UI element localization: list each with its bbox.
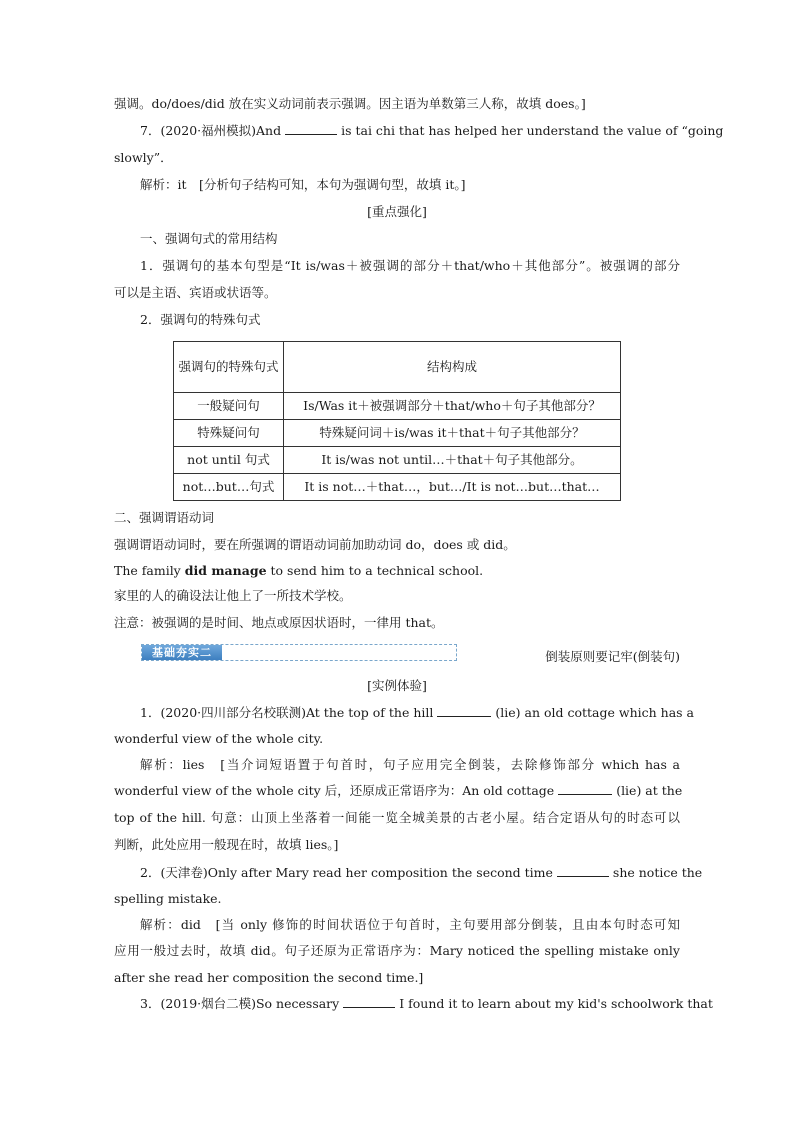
question-text: (lie) an old cottage which has a bbox=[495, 705, 694, 720]
paragraph: 可以是主语、宾语或状语等。 bbox=[114, 285, 277, 300]
section-heading: [重点强化] bbox=[367, 204, 427, 219]
banner-title: 倒装原则要记牢(倒装句) bbox=[545, 649, 680, 664]
example-text: to send him to a technical school. bbox=[270, 563, 484, 578]
section-heading: [实例体验] bbox=[367, 678, 427, 693]
question-text: 7．(2020·福州模拟)And bbox=[140, 123, 282, 138]
answer-line: top of the hill. 句意：山顶上坐落着一间能一览全城美景的古老小屋。结合定语从句的时态可以 bbox=[114, 810, 680, 825]
question-2-cont: spelling mistake. bbox=[114, 891, 222, 906]
paragraph: 1．强调句的基本句型是“It is/was＋被强调的部分＋that/who＋其他部分”。被强调的部分 bbox=[140, 258, 680, 273]
question-text: 3．(2019·烟台二模)So necessary bbox=[140, 996, 340, 1011]
table-cell: not…but…句式 bbox=[174, 474, 284, 501]
question-text: 1．(2020·四川部分名校联测)At the top of the hill bbox=[140, 705, 434, 720]
table-cell: not until 句式 bbox=[174, 447, 284, 474]
answer-line: 应用一般过去时，故填 did。句子还原为正常语序为：Mary noticed the spelling mistake only bbox=[114, 943, 680, 958]
section-banner bbox=[141, 644, 457, 661]
answer-blank bbox=[285, 122, 337, 135]
emphasis-text: did manage bbox=[184, 563, 267, 578]
table-cell: 特殊疑问词＋is/was it＋that＋句子其他部分？ bbox=[284, 420, 621, 447]
example-sentence bbox=[114, 562, 680, 580]
paragraph: 2．强调句的特殊句式 bbox=[140, 312, 261, 327]
question-text: I found it to learn about my kid's schoolwork that bbox=[399, 996, 713, 1011]
answer-text: wonderful view of the whole city 后，还原成正常语序为：An old cottage bbox=[114, 783, 555, 798]
question-1 bbox=[140, 704, 694, 722]
question-3 bbox=[140, 995, 713, 1013]
question-7 bbox=[140, 122, 724, 140]
answer-blank bbox=[343, 995, 395, 1008]
table-header-row bbox=[174, 342, 621, 393]
answer-blank bbox=[437, 704, 491, 717]
answer-line: after she read her composition the second time.] bbox=[114, 970, 424, 985]
answer-text: (lie) at the bbox=[616, 783, 683, 798]
answer-line: 解析：did [当 only 修饰的时间状语位于句首时，主句要用部分倒装，且由本句时态可知 bbox=[140, 917, 680, 932]
table-cell: 特殊疑问句 bbox=[174, 420, 284, 447]
question-text: is tai chi that has helped her understand the value of “going bbox=[341, 123, 724, 138]
paragraph: 强调谓语动词时，要在所强调的谓语动词前加助动词 do，does 或 did。 bbox=[114, 537, 516, 552]
answer-line: 解析：lies [当介词短语置于句首时，句子应用完全倒装，去除修饰部分 which has a bbox=[140, 757, 680, 772]
subsection-title: 一、强调句式的常用结构 bbox=[140, 231, 278, 246]
table-header-cell: 结构构成 bbox=[284, 342, 621, 393]
answer-blank bbox=[557, 864, 609, 877]
answer-line: 解析：it [分析句子结构可知，本句为强调句型，故填 it。] bbox=[140, 177, 466, 192]
banner-tag: 基础夯实二 bbox=[142, 645, 222, 660]
question-7-cont: slowly”． bbox=[114, 150, 173, 165]
example-translation: 家里的人的确设法让他上了一所技术学校。 bbox=[114, 588, 352, 603]
example-text: The family bbox=[114, 563, 181, 578]
table-cell: It is/was not until…＋that＋句子其他部分。 bbox=[284, 447, 621, 474]
question-1-cont: wonderful view of the whole city. bbox=[114, 731, 324, 746]
table-row bbox=[174, 420, 621, 447]
subsection-title: 二、强调谓语动词 bbox=[114, 510, 215, 525]
answer-line: 强调。do/does/did 放在实义动词前表示强调。因主语为单数第三人称，故填 does。] bbox=[114, 96, 586, 111]
table-row bbox=[174, 447, 621, 474]
table-row bbox=[174, 474, 621, 501]
question-text: 2．(天津卷)Only after Mary read her composition the second time bbox=[140, 865, 553, 880]
note: 注意：被强调的是时间、地点或原因状语时，一律用 that。 bbox=[114, 615, 444, 630]
structure-table bbox=[173, 341, 621, 501]
answer-line bbox=[114, 782, 683, 800]
answer-line: 判断，此处应用一般现在时，故填 lies。] bbox=[114, 837, 339, 852]
question-text: she notice the bbox=[612, 865, 703, 880]
table-row bbox=[174, 393, 621, 420]
answer-blank bbox=[558, 782, 612, 795]
table-cell: It is not…＋that…，but…/It is not…but…that… bbox=[284, 474, 621, 501]
table-cell: Is/Was it＋被强调部分＋that/who＋句子其他部分？ bbox=[284, 393, 621, 420]
question-2 bbox=[140, 864, 703, 882]
table-header-cell: 强调句的特殊句式 bbox=[174, 342, 284, 393]
table-cell: 一般疑问句 bbox=[174, 393, 284, 420]
